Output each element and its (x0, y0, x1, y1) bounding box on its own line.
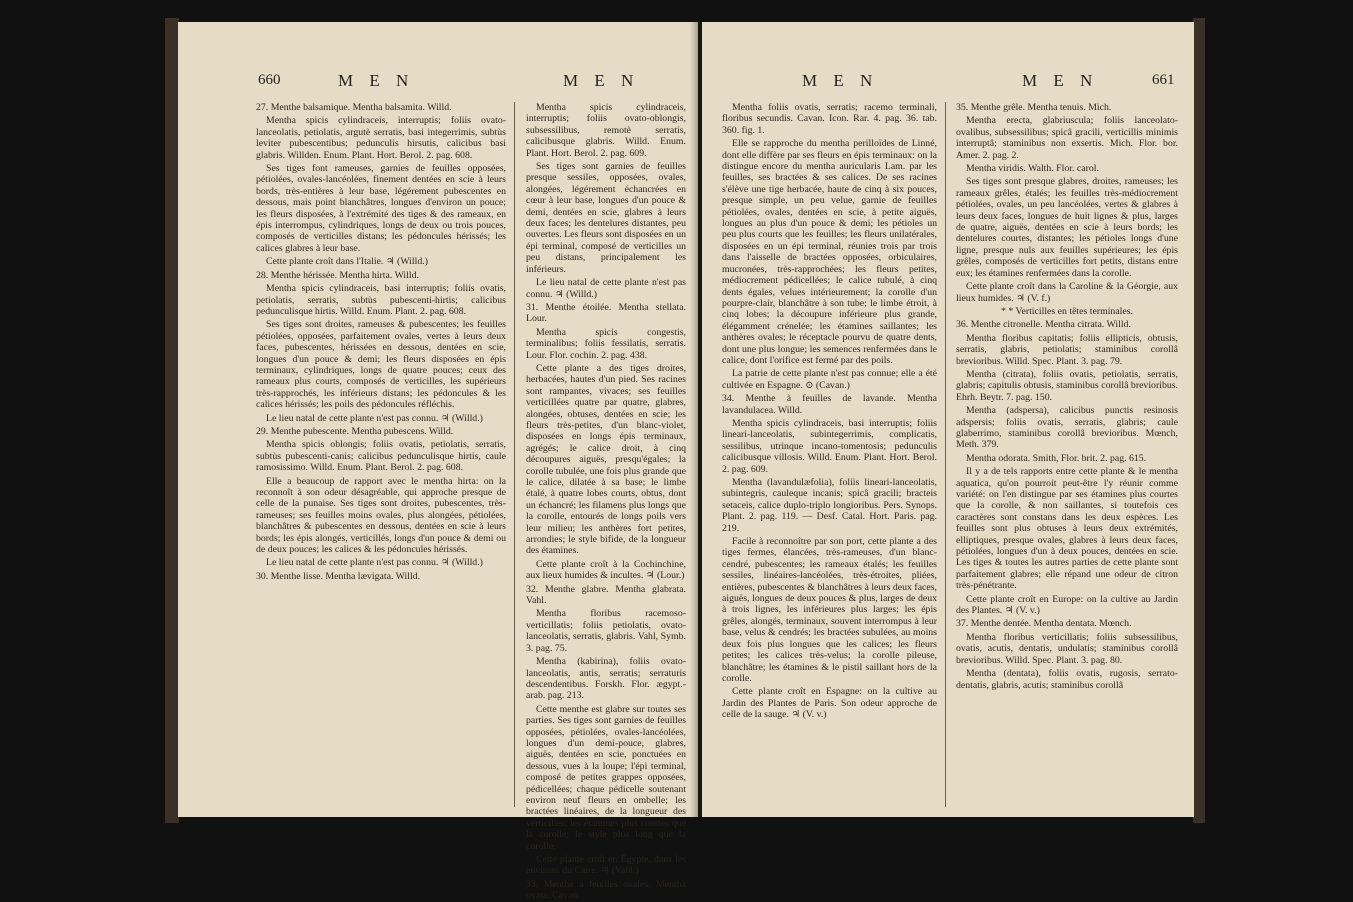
description-paragraph: Elle a beaucoup de rapport avec le mentha hirta: on la reconnoît à son odeur désagréable, qui approche presque de celle de la punaise. Ses tiges sont droites, pubescentes, très-rameuses; ses feuilles moins ovales, plus alongées, pétiolées, blanchâtres & pubescentes en dessous, dentées en scie à leurs bords; les épis alongés, verticillés, longs d'un pouce & demi ou de deux pouces; les calices & les pédoncules hérissés. (256, 475, 506, 556)
habitat-paragraph: Cette plante croît dans la Caroline & la Géorgie, aux lieux humides. ♃ (V. f.) (956, 281, 1178, 304)
description-paragraph: Ses tiges font rameuses, garnies de feuilles opposées, pétiolées, ovales-lancéolées, finement dentées en scie à leurs bords, très-entières à leur base, légérement pubescentes en dessous, mais point blanchâtres, longues d'environ un pouce; les fleurs disposées, à l'extrémité des tiges & des rameaux, en épis interrompus, cylindriques, longs de deux ou trois pouces, composés de verticilles distans; les pédoncules hérissés; les calices glabres à leur base. (256, 163, 506, 254)
left-page-number: 660 (258, 72, 281, 88)
habitat-paragraph: Le lieu natal de cette plante n'est pas connu. ♃ (Willd.) (266, 412, 483, 424)
left-running-head-2: M E N (563, 71, 640, 90)
latin-synonym: Mentha (citrata), foliis ovatis, petiolatis, serratis, glabris; capitulis obtusis, staminibus corollâ brevioribus. Ehrh. Beytr. 7. pag. 150. (956, 368, 1178, 403)
section-heading: * * Verticilles en têtes terminales. (1000, 305, 1134, 317)
description-paragraph: Ses tiges sont droites, rameuses & pubescentes; les feuilles pétiolées, opposées, parfaitement ovales, vertes à leurs deux faces, pubescentes, hérissées en dessous, dentées en scie, longues d'un pouce & demi; les fleurs disposées en épis terminaux, cylindriques, longs de quatre pouces; ceux des rameaux plus courts, composés de verticilles, les supérieurs très-rapprochés, les inférieurs distans; les pédoncules & les calices hérissés; les poils des pédoncules réfléchis. (256, 319, 506, 411)
right-page-edge (1193, 18, 1205, 823)
latin-synonym: Mentha (kabirina), foliis ovato-lanceolatis, antis, serratis; serraturis descendentibus. Forskh. Flor. ægypt.-arab. pag. 213. (526, 656, 686, 702)
entry-heading: 36. Menthe citronelle. Mentha citrata. Willd. (956, 319, 1131, 331)
latin-diagnosis: Mentha floribus racemoso-verticillatis; foliis petiolatis, ovato-lanceolatis, serratis, glabris. Vahl, Symb. 3. pag. 75. (526, 608, 686, 654)
latin-diagnosis: Mentha erecta, glabriuscula; foliis lanceolato-ovalibus, subsessilibus; spicâ gracili, verticillis minimis interruptâ; staminibus non exsertis. Mich. Flor. bor. Amer. 2. pag. 2. (956, 115, 1178, 161)
entry-heading: 33. Menthe à feuilles ovales. Mentha ovata. Cavan. (526, 878, 686, 902)
latin-synonym: Mentha (adspersa), calicibus punctis resinosis adspersis; foliis ovatis, serratis, glabris; caule glaberrimo, staminibus corollâ brevioribus. Mœnch, Meth. 379. (956, 405, 1178, 451)
latin-synonym: Mentha viridis. Walth. Flor. carol. (966, 163, 1099, 175)
habitat-paragraph: Cette plante croît en Égypte, dans les environs du Caire. ♃ (Vahl.) (526, 854, 686, 877)
left-running-head-1: M E N (338, 71, 415, 90)
latin-synonym: Mentha (dentata), foliis ovatis, rugosis, serrato-dentatis, glabris, acutis; staminibus corollâ (956, 668, 1178, 691)
latin-diagnosis: Mentha spicis oblongis; foliis ovatis, petiolatis, serratis, subtùs pubescenti-canis; calicibus pedunculisque hirtis, caule ramosissimo. Willd. Enum. Plant. Berol. 2. pag. 608. (256, 439, 506, 474)
left-column-1 (256, 102, 506, 802)
latin-diagnosis: Mentha floribus verticillatis; foliis subsessilibus, ovatis, acutis, dentatis, undulatis; staminibus corollâ brevioribus. Willd. Spec. Plant. 3. pag. 80. (956, 631, 1178, 666)
right-running-head-1: M E N (802, 71, 879, 90)
description-paragraph: Facile à reconnoître par son port, cette plante a des tiges fermes, élancées, très-rameuses, d'un blanc-cendré, pubescentes; les rameaux étalés; les feuilles sessiles, linéaires-lancéolées, très-étroites, pliées, entières, pubescentes & blanchâtres à leurs deux faces, aiguës, longues de deux pouces & plus, larges de deux à trois lignes, les inférieures plus larges; les épis grêles, alongés, terminaux, souvent interrompus à leur base, velus & cendrés; les bractées subulées, au moins deux fois plus longues que les calices; les fleurs petites; les calices très-velus; la corolle pileuse, blanchâtre; les étamines & le pistil saillant hors de la corolle. (722, 536, 937, 684)
entry-heading: 27. Menthe balsamique. Mentha balsamita. Willd. (256, 102, 452, 113)
description-paragraph: Cette plante a des tiges droites, herbacées, hautes d'un pied. Ses racines sont rampantes, vivaces; ses feuilles verticillées quatre par quatre, glabres, alongées, obtuses, dentées en scie; les fleurs très-petites, d'un blanc-violet, disposées en longs épis terminaux, agrégés; le calice droit, à cinq découpures aiguës, presqu'égales; la corolle tubulée, une fois plus grande que le calice, dilatée à sa base; le limbe étalé, à quatre lobes courts, obtus, dont un échancré; les filamens plus longs que la corolle, entourés de longs poils vers leur milieu; les anthères fort petites, arrondies; le style bifide, de la longueur des étamines. (526, 362, 686, 557)
latin-diagnosis: Mentha floribus capitatis; foliis ellipticis, obtusis, serratis, glabris, petiolatis; staminibus corollâ brevioribus. Willd. Spec. Plant. 3. pag. 79. (956, 332, 1178, 367)
right-page (702, 22, 1194, 817)
entry-heading: 35. Menthe grêle. Mentha tenuis. Mich. (956, 102, 1112, 113)
latin-diagnosis: Mentha spicis congestis, terminalibus; foliis fessilatis, serratis. Lour. Flor. cochin. 2. pag. 438. (526, 326, 686, 361)
latin-synonym: Mentha (lavandulæfolia), foliis lineari-lanceolatis, subintegris, cauleque incanis; spicâ gracili; bracteis setaceis, calice duplo-triplo longioribus. Pers. Synops. Plant. 2. pag. 119. — Desf. Catal. Hort. Paris. pag. 219. (722, 477, 937, 534)
habitat-paragraph: La patrie de cette plante n'est pas connue; elle a été cultivée en Espagne. ⊙ (Cavan.) (722, 368, 937, 391)
latin-diagnosis: Mentha spicis cylindraceis, basi interruptis; foliis lineari-lanceolatis, subintegerrimis, complicatis, sessilibus, utrinque incano-tomentosis; pedunculis calicibusque villosis. Willd. Enum. Plant. Hort. Berol. 2. pag. 609. (722, 417, 937, 475)
column-divider (945, 102, 946, 807)
left-running-header (178, 72, 698, 94)
right-running-header (702, 72, 1194, 94)
left-page-edge (165, 18, 179, 823)
entry-heading: 34. Menthe à feuilles de lavande. Mentha lavandulacea. Willd. (722, 393, 937, 416)
habitat-paragraph: Cette plante croît à la Cochinchine, aux lieux humides & incultes. ♃ (Lour.) (526, 558, 686, 582)
entry-heading: 29. Menthe pubescente. Mentha pubescens. Willd. (256, 425, 454, 437)
habitat-paragraph: Le lieu natal de cette plante n'est pas connu. ♃ (Willd.) (266, 557, 483, 569)
description-paragraph: Ses tiges sont presque glabres, droites, rameuses; les rameaux grêles, étalés; les feuilles très-médiocrement pétiolées, ovales, un peu lancéolées, vertes & glabres à leurs deux faces, longues de huit lignes & plus, larges de quatre, aiguës, dentées en scie à leurs bords; les dentelures courtes, distantes; les pétioles longs d'une ligne, presque nuls aux feuilles supérieures; les épis grêles, composés de verticilles fort petits, distans entre eux; les étamines renfermées dans la corolle. (956, 176, 1178, 279)
entry-heading: 37. Menthe dentée. Mentha dentata. Mœnch. (956, 618, 1132, 630)
description-paragraph: Il y a de tels rapports entre cette plante & le mentha aquatica, qu'on pourroit peut-être l'y réunir comme variété: on l'en distingue par ses étamines plus courtes que la corolle, & non saillantes, si toutefois ces caractères sont constans dans les deux espèces. Les feuilles sont plus obtuses à leurs deux extrémités, elliptiques, presque ovales, glabres à leurs deux faces, pétiolées, longues d'un à deux pouces, dentées en scie. Les tiges & toutes les autres parties de cette plante sont parfaitement glabres; elle répand une odeur de citron très-pénétrante. (956, 466, 1178, 592)
left-column-2 (526, 102, 686, 902)
description-paragraph: Cette menthe est glabre sur toutes ses parties. Ses tiges sont garnies de feuilles opposées, pétiolées, ovales-lancéolées, longues d'un demi-pouce, glabres, aiguës, dentées en scie, ponctuées en dessous, vues à la loupe; l'épi terminal, composé de petites grappes opposées, pédicellées; chaque pédicelle soutenant environ neuf fleurs en ombelle; les bractées linéaires, de la longueur des verticilles; les étamines plus courtes que la corolle; le style plus long que la corolle. (526, 703, 686, 852)
entry-heading: 31. Menthe étoilée. Mentha stellata. Lour. (526, 301, 686, 325)
right-column-2 (956, 102, 1178, 802)
latin-diagnosis: Mentha spicis cylindraceis, basi interruptis; foliis ovatis, petiolatis, serratis, subtùs pubescenti-hirtis; calicibus pedunculisque hirtis. Willd. Enum. Plant. 2. pag. 608. (256, 283, 506, 317)
right-running-head-2: M E N (1022, 71, 1099, 90)
description-paragraph: Elle se rapproche du mentha perilloïdes de Linné, dont elle diffère par ses fleurs en épis terminaux: on la distingue encore du mentha auricularis Lam. par les feuilles, ses bractées & ses calices. De ses racines s'élève une tige herbacée, haute de cinq à six pouces, presque simple, un peu velue, garnie de feuilles pétiolées, ovales, dentées en scie, à petite aiguës, longues au plus d'un pouce & demi; les pétioles un peu plus courts que les feuilles; les fleurs unilatérales, disposées en un épi terminal, réunies trois par trois dans l'aisselle de bractées opposées, orbiculaires, mucronées, très-rapprochées; les fleurs petites, médiocrement pédicellées; le calice tubulé, à cinq dents égales, velues intérieurement; la corolle d'un pourpre-clair, blanchâtre à son tube; le limbe étroit, à cinq lobes; la découpure inférieure plus grande, élégamment crénelée; les étamines saillantes; les anthères ovales; le réceptacle pourvu de quatre dents, dont une plus longue; les semences renfermées dans le calice, dont l'orifice est fermé par des poils. (722, 138, 937, 366)
habitat-paragraph: Cette plante croît en Espagne: on la cultive au Jardin des Plantes de Paris. Son odeur approche de celle de la sauge. ♃ (V. v.) (722, 686, 937, 721)
column-divider (514, 102, 515, 807)
habitat-paragraph: Le lieu natal de cette plante n'est pas connu. ♃ (Willd.) (526, 277, 686, 300)
left-page (178, 22, 698, 902)
entry-heading: 30. Menthe lisse. Mentha lævigata. Willd. (256, 570, 421, 582)
description-paragraph: Ses tiges sont garnies de feuilles presque sessiles, opposées, ovales, alongées, légérement échancrées en cœur à leur base, longues d'un pouce & demi, dentées en scie, glabres à leurs deux faces; les dentelures distantes, peu ouvertes. Les fleurs sont disposées en un épi terminal, composé de verticilles un peu distans, principalement les inférieurs. (526, 161, 686, 275)
habitat-paragraph: Cette plante croît en Europe: on la cultive au Jardin des Plantes. ♃ (V. v.) (956, 593, 1178, 617)
right-column-1 (722, 102, 937, 802)
right-page-number: 661 (1152, 72, 1175, 88)
latin-diagnosis: Mentha spicis cylindraceis, interruptis; foliis ovato-oblongis, subsessilibus, remotè serratis, calicibusque glabris. Willd. Enum. Plant. Hort. Berol. 2. pag. 609. (526, 102, 686, 159)
habitat-paragraph: Cette plante croît dans l'Italie. ♃ (Willd.) (266, 256, 428, 268)
entry-heading: 28. Menthe hérissée. Mentha hirta. Willd. (256, 269, 419, 281)
latin-diagnosis: Mentha spicis cylindraceis, interruptis; foliis ovato-lanceolatis, petiolatis, argutè serratis, basi integerrimis, subtùs leviter pubescentibus; pedunculis hirsutis, calicibus basi glabris. Willden. Enum. Plant. Hort. Berol. 2. pag. 608. (256, 115, 506, 161)
latin-diagnosis: Mentha foliis ovatis, serratis; racemo terminali, floribus secundis. Cavan. Icon. Rar. 4. pag. 36. tab. 360. fig. 1. (722, 102, 937, 136)
entry-heading: 32. Menthe glabre. Mentha glabrata. Vahl. (526, 583, 686, 607)
latin-synonym: Mentha odorata. Smith, Flor. brit. 2. pag. 615. (966, 452, 1147, 464)
